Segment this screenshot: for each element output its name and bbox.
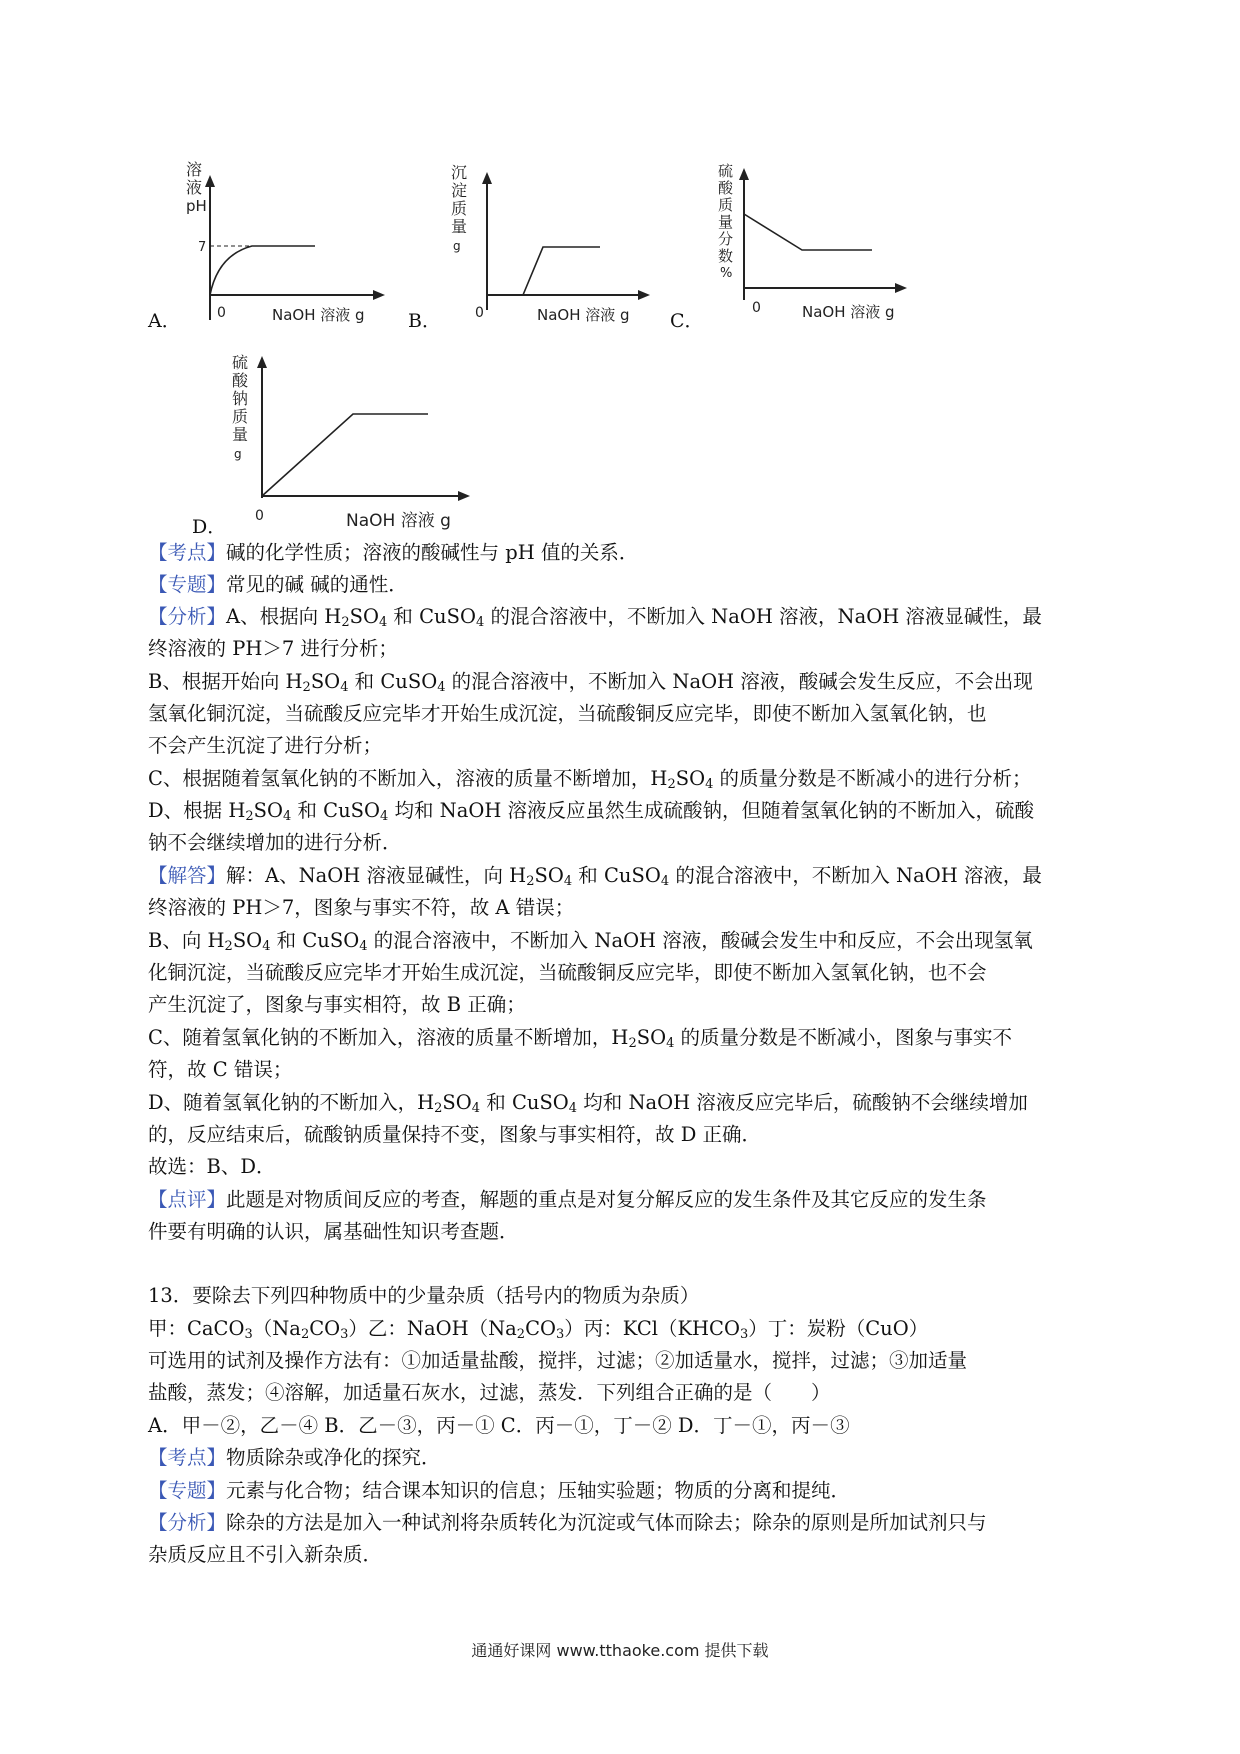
q12-jieda-line-9: 的，反应结束后，硫酸钠质量保持不变，图象与事实相符，故 D 正确． (148, 1123, 762, 1146)
graph-b-ylabel-4: 量 (451, 217, 468, 236)
graph-c-ylabel-unit: % (720, 266, 733, 281)
graph-c-ylabel-1: 硫 (718, 162, 734, 180)
q12-jieda-line-5: 产生沉淀了，图象与事实相符，故 B 正确； (148, 993, 526, 1016)
jieda-tag: 【解答】 (148, 864, 227, 887)
kaodian-tag: 【考点】 (148, 541, 227, 564)
graph-c-ylabel-3: 质 (718, 196, 734, 214)
graph-d-x-arrow (458, 491, 470, 501)
q12-jieda-line-2: 终溶液的 PH＞7，图象与事实不符，故 A 错误； (148, 896, 575, 919)
dianping-tag: 【点评】 (148, 1188, 227, 1211)
q12-answer: 故选：B、D． (148, 1155, 276, 1178)
q12-jieda-line-4: 化铜沉淀，当硫酸反应完毕才开始生成沉淀，当硫酸铜反应完毕，即使不断加入氢氧化钠，也不会 (148, 961, 987, 984)
graph-c-ylabel-4: 量 (718, 213, 734, 231)
graph-c-ylabel-2: 酸 (718, 179, 734, 197)
graph-a-ylabel-3: pH (186, 197, 207, 215)
graph-a-curve (210, 246, 315, 295)
graph-b-y-arrow (482, 172, 492, 184)
q13-fenxi-line-2: 杂质反应且不引入新杂质． (148, 1543, 383, 1566)
graph-c-ylabel-5: 分 (718, 230, 734, 248)
q12-jieda-line-3: B、向 $H_2SO_4$ 和 CuSO$_4$ 的混合溶液中，不断加入 NaOH 溶液，酸碱会发生中和反应，不会出现氢氧 (148, 929, 1033, 954)
q12-fenxi-line-1: 【分析】A、根据向 $H_2SO_4$ 和 CuSO$_4$ 的混合溶液中，不断加入 NaOH 溶液，NaOH 溶液显碱性，最 (148, 605, 1042, 630)
graph-a-ytick-7: 7 (198, 240, 207, 255)
graph-c-xlabel: NaOH 溶液 g (802, 303, 895, 321)
fenxi-tag: 【分析】 (148, 1511, 227, 1534)
q12-dianping-line-2: 件要有明确的认识，属基础性知识考查题． (148, 1220, 519, 1243)
graph-d-origin: 0 (255, 508, 264, 524)
q13-methods-line-1: 可选用的试剂及操作方法有：①加适量盐酸，搅拌，过滤；②加适量水，搅拌，过滤；③加适量 (148, 1349, 968, 1372)
graph-c-ylabel-6: 数 (718, 247, 734, 265)
graph-d-ylabel-3: 钠 (232, 389, 249, 408)
q13-options: A．甲－②，乙－④ B．乙－③，丙－① C．丙－①，丁－② D．丁－①，丙－③ (148, 1414, 850, 1437)
graph-c-x-arrow (895, 283, 907, 293)
option-c-label: C． (670, 310, 704, 332)
q12-jieda-line-1: 【解答】解：A、NaOH 溶液显碱性，向 $H_2SO_4$ 和 CuSO$_4$ 的混合溶液中，不断加入 NaOH 溶液，最 (148, 864, 1042, 889)
graph-d-ylabel-4: 质 (232, 407, 249, 426)
q12-fenxi-line-7: D、根据 $H_2SO_4$ 和 CuSO$_4$ 均和 NaOH 溶液反应虽然生成硫酸钠，但随着氢氧化钠的不断加入，硫酸 (148, 799, 1035, 824)
graph-b-ylabel-1: 沉 (451, 163, 468, 182)
q12-fenxi-line-3: B、根据开始向 $H_2SO_4$ 和 CuSO$_4$ 的混合溶液中，不断加入 NaOH 溶液，酸碱会发生反应，不会出现 (148, 670, 1033, 695)
graph-d-sodium-sulfate (228, 348, 478, 533)
graph-d-curve (262, 414, 428, 496)
graph-c-origin: 0 (752, 300, 761, 316)
graph-a-x-arrow (373, 290, 385, 300)
q12-fenxi-line-6: C、根据随着氢氧化钠的不断加入，溶液的质量不断增加，$H_2SO_4$ 的质量分数是不断减小的进行分析； (148, 767, 1032, 792)
graph-c-y-arrow (739, 168, 749, 180)
graph-b-ylabel-unit: g (453, 239, 461, 253)
graph-a-xlabel: NaOH 溶液 g (272, 306, 365, 324)
graph-b-ylabel-3: 质 (451, 199, 468, 218)
graph-d-ylabel-unit: g (234, 447, 242, 461)
graph-b-ylabel-2: 淀 (451, 181, 468, 200)
q13-substances: 甲：$CaCO_3(Na_2CO_3)$乙：$NaOH(Na_2CO_3)$丙：$KCl(KHCO_3)$丁：炭粉（CuO） (148, 1317, 929, 1342)
zhuanti-text: 常见的碱 碱的通性． (226, 573, 408, 596)
zhuanti-tag: 【专题】 (148, 1479, 227, 1502)
q12-jieda-line-6: C、随着氢氧化钠的不断加入，溶液的质量不断增加，$H_2SO_4$ 的质量分数是不断减小，图象与事实不 (148, 1026, 1013, 1051)
q13-title: 13．要除去下列四种物质中的少量杂质（括号内的物质为杂质） (148, 1284, 700, 1307)
graph-b-x-arrow (638, 290, 650, 300)
option-d-label: D． (192, 516, 227, 538)
graph-b-xlabel: NaOH 溶液 g (537, 306, 630, 324)
graph-d-ylabel-1: 硫 (232, 353, 249, 372)
graph-a-ylabel-2: 液 (186, 178, 203, 197)
q13-zhuanti (148, 1475, 1098, 1507)
option-b-label: B． (408, 310, 441, 332)
graph-b-origin: 0 (475, 305, 484, 321)
q12-kaodian (148, 537, 1098, 569)
option-a-label: A． (148, 310, 181, 332)
q12-fenxi-line-2: 终溶液的 PH＞7 进行分析； (148, 637, 398, 660)
graph-b-curve (487, 247, 600, 295)
graph-a-ph (180, 155, 390, 335)
graph-b-precipitate (445, 160, 655, 335)
kaodian-text: 物质除杂或净化的探究． (226, 1446, 441, 1469)
q12-fenxi-line-5: 不会产生沉淀了进行分析； (148, 734, 383, 757)
zhuanti-text: 元素与化合物；结合课本知识的信息；压轴实验题；物质的分离和提纯． (226, 1479, 851, 1502)
graph-d-xlabel: NaOH 溶液 g (346, 511, 451, 531)
kaodian-tag: 【考点】 (148, 1446, 227, 1469)
graph-d-y-arrow (257, 356, 267, 368)
q13-fenxi-line-1: 【分析】除杂的方法是加入一种试剂将杂质转化为沉淀或气体而除去；除杂的原则是所加试剂只与 (148, 1511, 987, 1534)
kaodian-text: 碱的化学性质；溶液的酸碱性与 pH 值的关系． (226, 541, 639, 564)
graph-a-origin: 0 (217, 305, 226, 321)
q13-methods-line-2: 盐酸，蒸发；④溶解，加适量石灰水，过滤，蒸发．下列组合正确的是（ ） (148, 1381, 831, 1404)
graph-c-sulfuric (712, 160, 912, 335)
graph-a-y-arrow (205, 175, 215, 187)
q12-jieda-line-7: 符，故 C 错误； (148, 1058, 293, 1081)
graph-d-ylabel-2: 酸 (232, 371, 249, 390)
zhuanti-tag: 【专题】 (148, 573, 227, 596)
q12-dianping-line-1: 【点评】此题是对物质间反应的考查，解题的重点是对复分解反应的发生条件及其它反应的发生条 (148, 1188, 987, 1211)
graph-c-curve (744, 214, 872, 250)
q12-fenxi-line-8: 钠不会继续增加的进行分析． (148, 831, 402, 854)
fenxi-tag: 【分析】 (148, 605, 227, 628)
page-footer: 通通好课网 www.tthaoke.com 提供下载 (471, 1641, 769, 1660)
q12-jieda-line-8: D、随着氢氧化钠的不断加入，$H_2SO_4$ 和 CuSO$_4$ 均和 NaOH 溶液反应完毕后，硫酸钠不会继续增加 (148, 1091, 1028, 1116)
q12-fenxi-line-4: 氢氧化铜沉淀，当硫酸反应完毕才开始生成沉淀，当硫酸铜反应完毕，即使不断加入氢氧化钠，也 (148, 702, 987, 725)
q12-zhuanti (148, 569, 1098, 601)
q13-kaodian (148, 1442, 1098, 1474)
graph-a-ylabel-1: 溶 (186, 160, 203, 179)
graph-d-ylabel-5: 量 (232, 425, 249, 444)
